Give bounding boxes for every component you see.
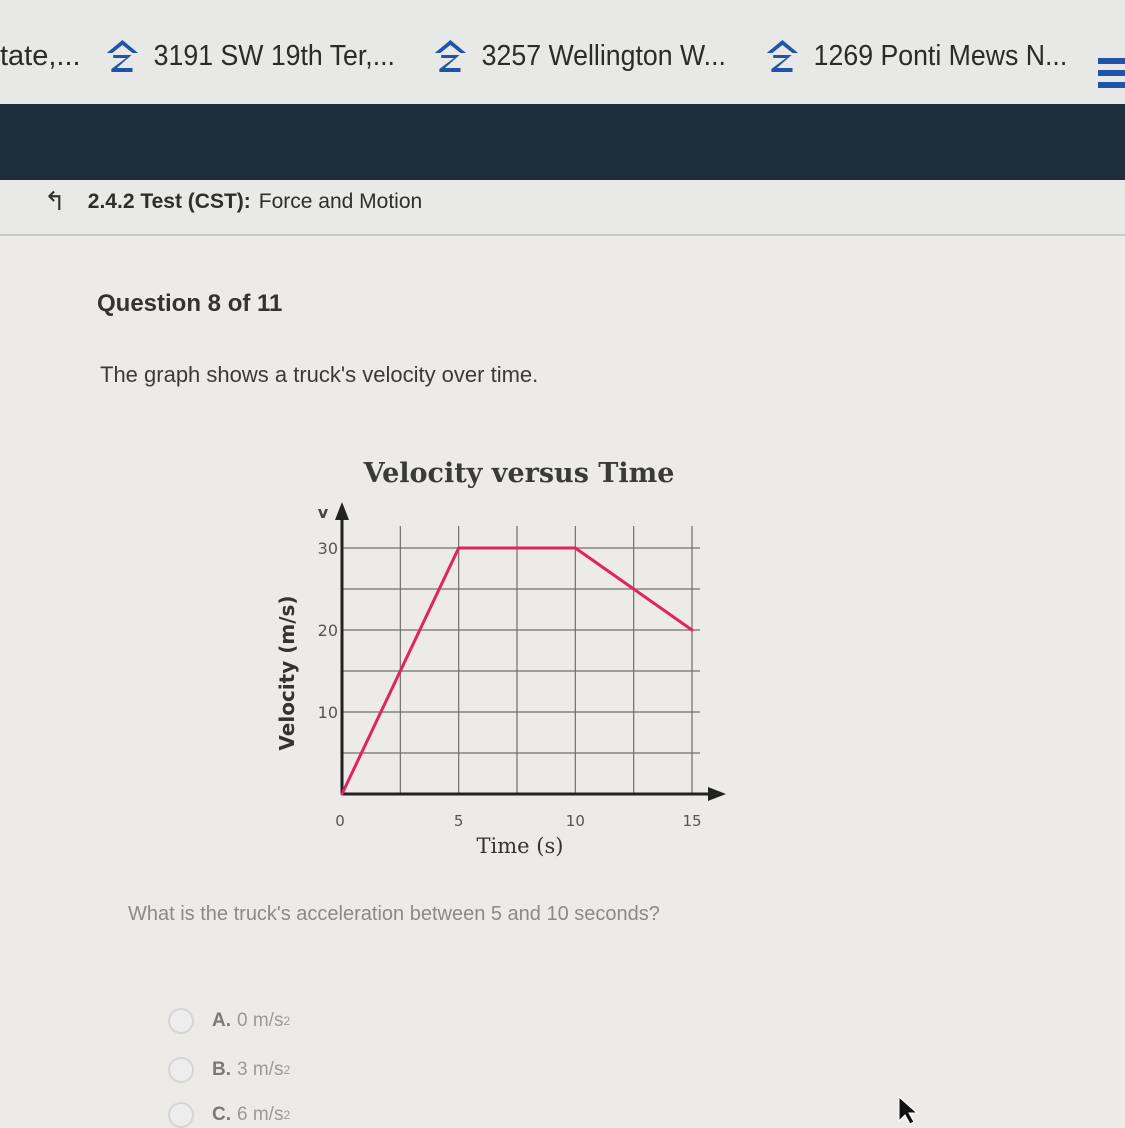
zillow-icon	[104, 36, 141, 76]
zillow-icon	[764, 36, 801, 76]
x-tick-label: 15	[682, 812, 702, 830]
y-tick-label: 30	[317, 539, 338, 558]
bookmark-2[interactable]	[432, 36, 726, 76]
bookmark-label: 3257 Wellington W...	[481, 39, 726, 72]
option-text: 6 m/s	[237, 1104, 284, 1125]
option-letter: C.	[212, 1104, 231, 1125]
bookmark-label: 1269 Ponti Mews N...	[813, 39, 1068, 72]
option-letter: A.	[212, 1010, 231, 1031]
y-axis-symbol: v	[317, 503, 329, 522]
option-letter: B.	[212, 1059, 231, 1080]
radio-button[interactable]	[168, 1057, 194, 1083]
x-axis-arrow	[708, 787, 726, 801]
zillow-icon	[432, 36, 469, 76]
y-axis-arrow	[335, 502, 349, 520]
mouse-cursor-icon	[897, 1095, 921, 1125]
header-band	[0, 104, 1125, 180]
bookmarks-bar	[0, 0, 1125, 104]
x-axis-label: Time (s)	[476, 834, 564, 858]
bookmark-1[interactable]	[104, 36, 395, 76]
sub-question: What is the truck's acceleration between 5 and 10 seconds?	[128, 903, 660, 925]
breadcrumb-code: 2.4.2 Test (CST):	[87, 189, 251, 213]
bookmark-3[interactable]	[764, 36, 1067, 76]
option-exponent: 2	[283, 1014, 291, 1028]
data-point	[574, 547, 577, 550]
y-tick-label: 20	[317, 621, 338, 640]
answer-option-b[interactable]	[168, 1057, 290, 1083]
x-tick-label: 0	[335, 812, 345, 830]
x-tick-label: 10	[565, 812, 585, 830]
question-number: Question 8 of 11	[97, 290, 283, 317]
breadcrumb-title: Force and Motion	[258, 189, 423, 213]
data-point	[457, 547, 460, 550]
option-text: 3 m/s	[237, 1059, 284, 1080]
chart-ticks	[318, 539, 702, 830]
chart-grid	[342, 526, 700, 794]
y-tick-label: 10	[317, 703, 338, 722]
answer-option-a[interactable]	[168, 1008, 290, 1034]
x-tick-label: 5	[453, 812, 464, 830]
velocity-time-chart	[250, 440, 730, 870]
option-text: 0 m/s	[237, 1010, 284, 1031]
question-prompt: The graph shows a truck's velocity over time.	[100, 362, 539, 387]
breadcrumb	[44, 186, 422, 217]
answer-option-c[interactable]	[168, 1102, 290, 1128]
option-exponent: 2	[283, 1108, 291, 1122]
bookmark-label: 3191 SW 19th Ter,...	[153, 39, 395, 72]
menu-icon[interactable]	[1098, 58, 1125, 94]
data-point	[341, 793, 344, 796]
back-up-icon[interactable]: ↰	[44, 186, 66, 216]
radio-button[interactable]	[168, 1102, 194, 1128]
chart-title: Velocity versus Time	[363, 458, 675, 489]
data-point	[691, 629, 694, 632]
y-axis-label: Velocity (m/s)	[275, 595, 299, 751]
option-exponent: 2	[283, 1063, 291, 1077]
bookmark-partial[interactable]: tate,...	[0, 40, 81, 72]
radio-button[interactable]	[168, 1008, 194, 1034]
